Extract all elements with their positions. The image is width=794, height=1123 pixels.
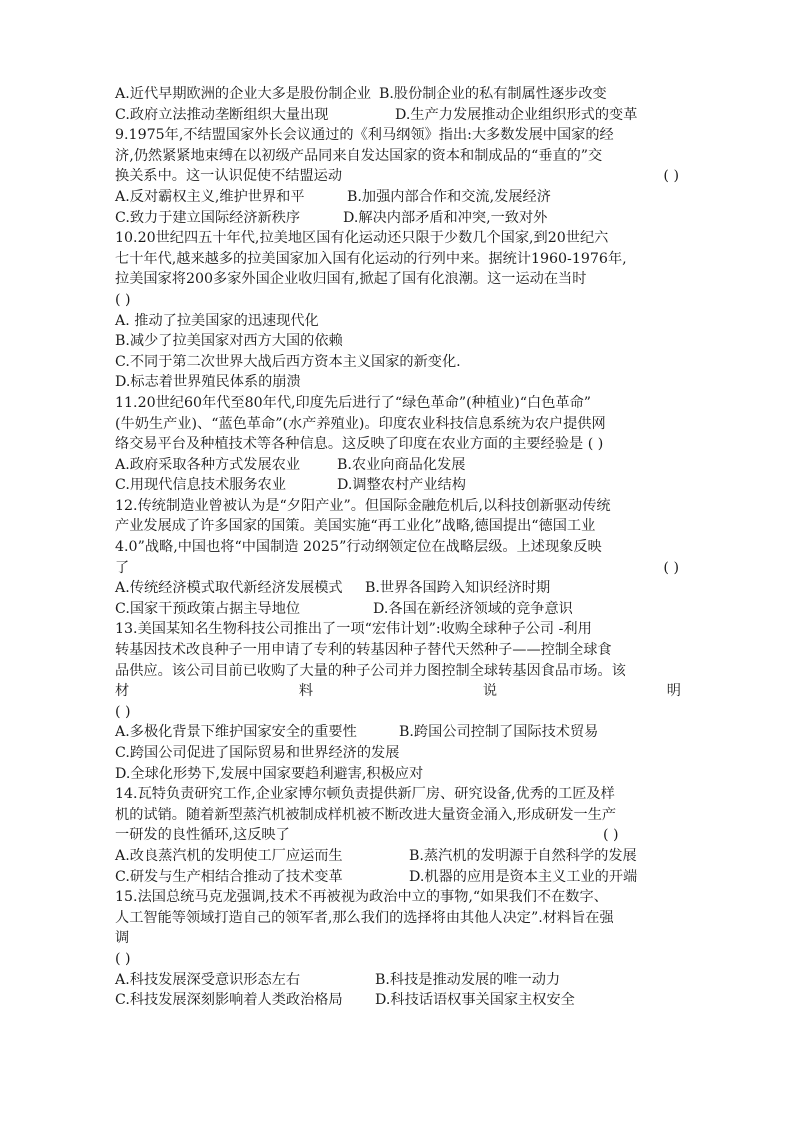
q15-options-row-2	[115, 990, 681, 1011]
q15-stem-line-1: 15.法国总统马克龙强调,技术不再被视为政治中立的事物,“如果我们不在数字、	[115, 889, 608, 906]
q14-stem-line-2: 机的试销。随着新型蒸汽机被制成样机被不断改进大量资金涌入,形成研发一生产	[115, 806, 617, 823]
q12-stem-line-1: 12.传统制造业曾被认为是“夕阳产业”。但国际金融危机后,以科技创新驱动传统	[115, 497, 611, 514]
q13-stem-word: 说	[482, 683, 498, 700]
q15-option-c[interactable]: C.科技发展深刻影响着人类政治格局	[115, 992, 343, 1009]
q13-stem-line-2: 转基因技术改良种子一用申请了专利的转基因种子替代天然种子——控制全球食	[115, 642, 612, 659]
q12-stem-line-2: 产业发展成了许多国家的国策。美国实施“再工业化”战略,德国提出“德国工业	[115, 518, 596, 535]
q14-answer-paren[interactable]: ( )	[603, 827, 619, 844]
q14-options-row-2	[115, 867, 681, 888]
q9-answer-paren[interactable]: ( )	[663, 168, 679, 185]
q11-option-a[interactable]: A.政府采取各种方式发展农业	[115, 456, 301, 473]
q10-answer-paren[interactable]: ( )	[115, 291, 131, 308]
q12-option-d[interactable]: D.各国在新经济领域的竞争意识	[373, 600, 573, 617]
q14-options-row-1	[115, 846, 681, 867]
q10-option-d[interactable]: D.标志着世界殖民体系的崩溃	[115, 374, 301, 391]
q8-option-b[interactable]: B.股份制企业的私有制属性逐步改变	[378, 86, 607, 102]
q8-options-row-2	[115, 105, 681, 126]
q13-stem-word: 料	[298, 683, 314, 700]
q12-stem-line-4	[115, 558, 681, 579]
q14-stem-text: 一研发的良性循环,这反映了	[115, 827, 290, 844]
q13-option-b[interactable]: B.跨国公司控制了国际技术贸易	[399, 724, 599, 741]
q10-stem-line-1: 10.20世纪四五十年代,拉美地区国有化运动还只限于少数几个国家,到20世纪六	[115, 230, 609, 247]
q10-option-a[interactable]: A. 推动了拉美国家的迅速现代化	[115, 312, 319, 329]
q12-option-a[interactable]: A.传统经济模式取代新经济发展模式	[115, 580, 343, 597]
q11-stem-line-3: 络交易平台及种植技术等各种信息。这反映了印度在农业方面的主要经验是 ( )	[115, 436, 604, 453]
q9-stem-line-3	[115, 166, 681, 187]
q9-option-a[interactable]: A.反对霸权主义,维护世界和平	[115, 188, 305, 205]
q12-answer-paren[interactable]: ( )	[663, 559, 679, 576]
q9-options-row-2	[115, 208, 681, 229]
q11-option-d[interactable]: D.调整农村产业结构	[337, 477, 466, 494]
q9-stem-line-2: 济,仍然紧紧地束缚在以初级产品同来自发达国家的资本和制成品的“垂直的”交	[115, 147, 603, 164]
q13-paren-line	[115, 702, 681, 723]
q13-stem-line-3: 品供应。该公司目前已收购了大量的种子公司并力图控制全球转基因食品市场。该	[115, 662, 626, 679]
q10-option-b[interactable]: B.减少了拉美国家对西方大国的依赖	[115, 333, 343, 350]
q12-stem-text: 了	[115, 559, 130, 576]
q15-options-row-1	[115, 970, 681, 991]
q13-option-c[interactable]: C.跨国公司促进了国际贸易和世界经济的发展	[115, 745, 400, 761]
q10-stem-line-2: 七十年代,越来越多的拉美国家加入国有化运动的行列中来。据统计1960-1976年,	[115, 250, 627, 267]
q15-answer-paren[interactable]: ( )	[115, 950, 131, 967]
q15-paren-line	[115, 949, 681, 970]
q11-option-b[interactable]: B.农业向商品化发展	[337, 456, 466, 473]
q14-option-a[interactable]: A.改良蒸汽机的发明使工厂应运而生	[115, 847, 343, 864]
q15-stem-line-3: 调	[115, 930, 130, 947]
q13-stem-line-1: 13.美国某知名生物科技公司推出了一项“宏伟计划”:收购全球种子公司 -利用	[115, 621, 592, 638]
q12-options-row-1	[115, 578, 681, 599]
q13-option-a[interactable]: A.多极化背景下维护国家安全的重要性	[115, 724, 357, 741]
q10-paren-line	[115, 290, 681, 311]
q15-stem-line-2: 人工智能等领域打造自己的领军者,那么我们的选择将由其他人决定”.材料旨在强	[115, 909, 614, 926]
q9-option-d[interactable]: D.解决内部矛盾和冲突,一致对外	[343, 209, 548, 226]
q12-options-row-2	[115, 599, 681, 620]
q8-options-row-1	[115, 84, 681, 105]
q11-option-c[interactable]: C.用现代信息技术服务农业	[115, 477, 286, 494]
q13-option-d[interactable]: D.全球化形势下,发展中国家要趋利避害,积极应对	[115, 765, 424, 782]
q14-option-b[interactable]: B.蒸汽机的发明源于自然科学的发展	[409, 847, 637, 864]
exam-page	[115, 84, 681, 1011]
q13-stem-line-4	[115, 681, 681, 702]
q14-stem-line-3	[115, 825, 681, 846]
q8-option-c[interactable]: C.政府立法推动垄断组织大量出现	[115, 106, 329, 123]
q9-stem-text: 换关系中。这一认识促使不结盟运动	[115, 168, 343, 185]
q10-stem-line-3: 拉美国家将200多家外国企业收归国有,掀起了国有化浪潮。这一运动在当时	[115, 271, 587, 288]
q12-option-c[interactable]: C.国家干预政策占据主导地位	[115, 600, 301, 617]
q14-stem-line-1: 14.瓦特负责研究工作,企业家博尔顿负责提供新厂房、研究设备,优秀的工匠及样	[115, 786, 615, 803]
q10-option-c[interactable]: C.不同于第二次世界大战后西方资本主义国家的新变化.	[115, 353, 461, 370]
q11-options-row-2	[115, 475, 681, 496]
q9-stem-line-1: 9.1975年,不结盟国家外长会议通过的《利马纲领》指出:大多数发展中国家的经	[115, 127, 614, 144]
q13-answer-paren[interactable]: ( )	[115, 703, 131, 720]
q8-option-d[interactable]: D.生产力发展推动企业组织形式的变革	[395, 106, 638, 123]
q14-option-d[interactable]: D.机器的应用是资本主义工业的开端	[409, 868, 638, 885]
q13-stem-word: 材	[115, 683, 130, 700]
q15-option-a[interactable]: A.科技发展深受意识形态左右	[115, 971, 301, 988]
q13-stem-word: 明	[666, 683, 681, 700]
q11-stem-line-2: (牛奶生产业)、“蓝色革命”(水产养殖业)。印度农业科技信息系统为农户提供网	[115, 415, 606, 432]
q12-stem-line-3: 4.0”战略,中国也将“中国制造 2025”行动纲领定位在战略层级。上述现象反映	[115, 539, 602, 556]
q9-options-row-1	[115, 187, 681, 208]
q13-options-row-1	[115, 722, 681, 743]
q12-option-b[interactable]: B.世界各国跨入知识经济时期	[365, 580, 551, 597]
q14-option-c[interactable]: C.研发与生产相结合推动了技术变革	[115, 868, 343, 885]
q9-option-b[interactable]: B.加强内部合作和交流,发展经济	[347, 188, 551, 205]
q15-option-d[interactable]: D.科技话语权事关国家主权安全	[375, 992, 575, 1009]
q8-option-a[interactable]: A.近代早期欧洲的企业大多是股份制企业	[115, 86, 371, 102]
q11-options-row-1	[115, 455, 681, 476]
q11-stem-line-1: 11.20世纪60年代至80年代,印度先后进行了“绿色革命”(种植业)“白色革命”	[115, 394, 592, 411]
q15-option-b[interactable]: B.科技是推动发展的唯一动力	[375, 971, 561, 988]
q9-option-c[interactable]: C.致力于建立国际经济新秩序	[115, 209, 301, 226]
